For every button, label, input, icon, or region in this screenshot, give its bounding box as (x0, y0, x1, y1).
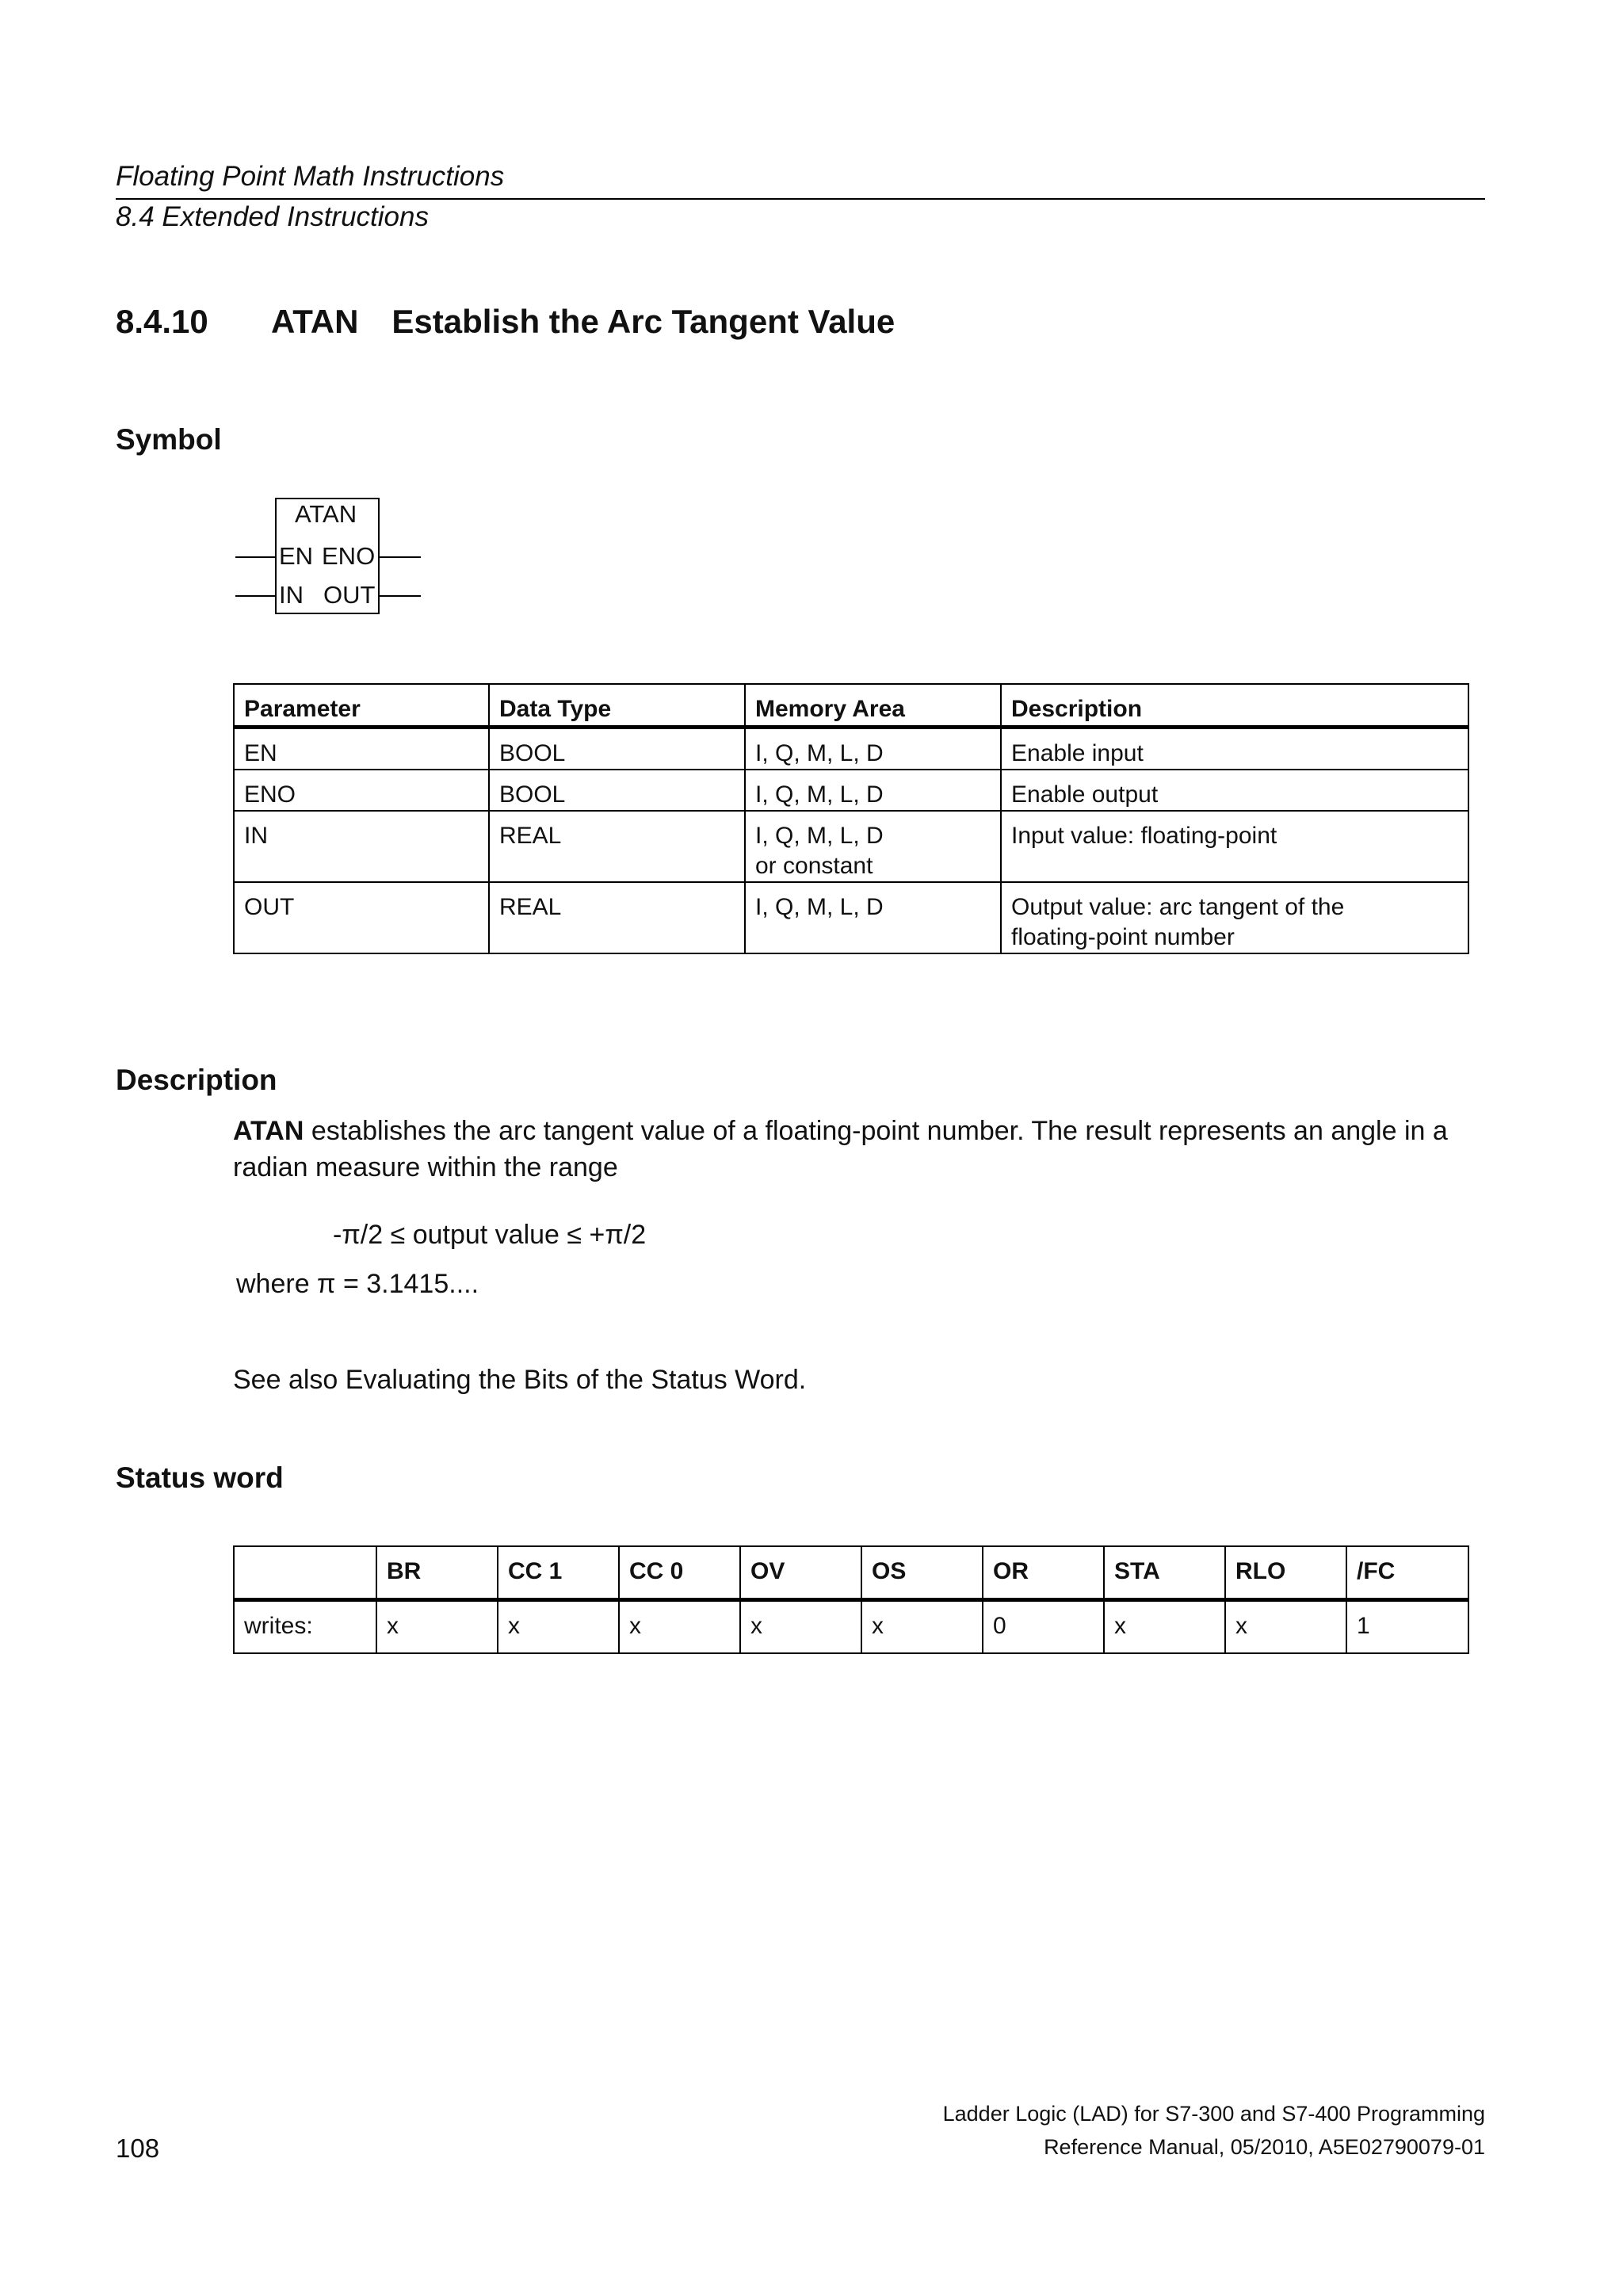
status-word-writes-row (234, 1600, 1468, 1654)
cell-description: Input value: floating-point (1001, 811, 1468, 882)
status-cell-cc1: x (498, 1600, 619, 1654)
status-cell-rlo: x (1225, 1600, 1346, 1654)
parameter-table (233, 683, 1469, 954)
header-parameter: Parameter (234, 684, 489, 727)
cell-memory-area: I, Q, M, L, D (745, 727, 1001, 770)
table-row (234, 811, 1468, 882)
cell-parameter: OUT (234, 882, 489, 953)
cell-data-type: BOOL (489, 727, 745, 770)
instruction-name: ATAN (233, 1116, 304, 1146)
range-formula: -π/2 ≤ output value ≤ +π/2 (333, 1220, 647, 1250)
status-header-ov: OV (740, 1546, 861, 1600)
running-header-section: 8.4 Extended Instructions (116, 201, 429, 232)
status-cell-fc: 1 (1346, 1600, 1468, 1654)
pin-eno-label: ENO (322, 542, 376, 570)
header-memory-area: Memory Area (745, 684, 1001, 727)
table-row (234, 882, 1468, 953)
cell-description: Enable output (1001, 770, 1468, 811)
status-header-blank (234, 1546, 376, 1600)
out-output-wire (380, 595, 421, 597)
status-header-or: OR (983, 1546, 1104, 1600)
cell-parameter: EN (234, 727, 489, 770)
description-text: establishes the arc tangent value of a floating-point number. The result represents an angle in a radian measure within the range (233, 1116, 1448, 1182)
see-also-note: See also Evaluating the Bits of the Status Word. (233, 1365, 807, 1395)
status-cell-br: x (376, 1600, 498, 1654)
table-row (234, 727, 1468, 770)
cell-memory-area: I, Q, M, L, D (745, 770, 1001, 811)
cell-data-type: BOOL (489, 770, 745, 811)
section-number: 8.4.10 (116, 303, 208, 340)
cell-data-type: REAL (489, 811, 745, 882)
header-rule (116, 198, 1485, 200)
status-cell-os: x (861, 1600, 983, 1654)
eno-output-wire (380, 556, 421, 558)
status-word-table (233, 1545, 1469, 1654)
status-word-heading: Status word (116, 1461, 284, 1494)
block-title: ATAN (295, 500, 357, 528)
description-heading: Description (116, 1064, 277, 1096)
header-description: Description (1001, 684, 1468, 727)
page-number: 108 (116, 2134, 160, 2163)
parameter-table-header (234, 684, 1468, 727)
status-cell-ov: x (740, 1600, 861, 1654)
status-cell-cc0: x (619, 1600, 740, 1654)
status-cell-or: 0 (983, 1600, 1104, 1654)
header-data-type: Data Type (489, 684, 745, 727)
section-title-text: ATAN Establish the Arc Tangent Value (271, 303, 896, 340)
en-input-wire (235, 556, 275, 558)
section-title (116, 303, 895, 341)
in-input-wire (235, 595, 275, 597)
status-header-os: OS (861, 1546, 983, 1600)
status-header-cc0: CC 0 (619, 1546, 740, 1600)
status-header-br: BR (376, 1546, 498, 1600)
description-paragraph (233, 1113, 1488, 1186)
cell-data-type: REAL (489, 882, 745, 953)
status-header-sta: STA (1104, 1546, 1225, 1600)
status-row-label: writes: (234, 1600, 376, 1654)
pin-in-label: IN (279, 581, 304, 609)
status-word-header-row (234, 1546, 1468, 1600)
cell-memory-area: I, Q, M, L, D or constant (745, 811, 1001, 882)
cell-parameter: ENO (234, 770, 489, 811)
footer-manual-title: Ladder Logic (LAD) for S7-300 and S7-400 Programming (942, 2102, 1485, 2126)
cell-parameter: IN (234, 811, 489, 882)
status-cell-sta: x (1104, 1600, 1225, 1654)
cell-description: Output value: arc tangent of the floating-point number (1001, 882, 1468, 953)
status-header-fc: /FC (1346, 1546, 1468, 1600)
symbol-heading: Symbol (116, 423, 222, 456)
running-header-chapter: Floating Point Math Instructions (116, 161, 505, 192)
table-row (234, 770, 1468, 811)
cell-description: Enable input (1001, 727, 1468, 770)
status-header-cc1: CC 1 (498, 1546, 619, 1600)
pin-out-label: OUT (323, 581, 376, 609)
cell-memory-area: I, Q, M, L, D (745, 882, 1001, 953)
status-header-rlo: RLO (1225, 1546, 1346, 1600)
pi-definition: where π = 3.1415.... (236, 1269, 479, 1299)
footer-manual-reference: Reference Manual, 05/2010, A5E02790079-01 (1044, 2135, 1485, 2159)
pin-en-label: EN (279, 542, 314, 570)
